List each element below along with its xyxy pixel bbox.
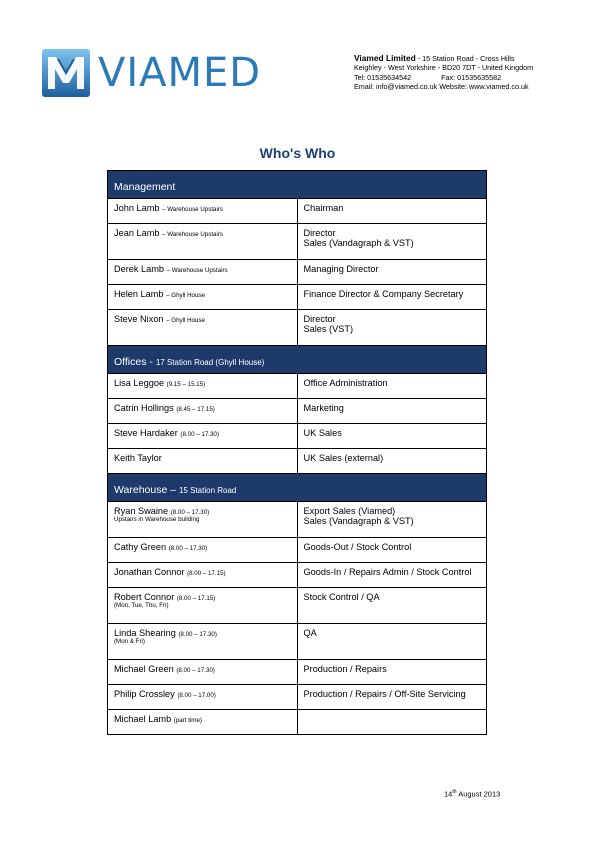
staff-hours: (8.00 – 17.15): [176, 595, 216, 602]
staff-role-cell: [297, 588, 487, 624]
staff-role: Production / Repairs / Off-Site Servicing: [303, 689, 466, 699]
section-heading: [108, 346, 487, 374]
viamed-logo-mark-icon: [42, 49, 90, 97]
staff-hours: – Warehouse Upstairs: [162, 206, 224, 213]
staff-name: Michael Green: [114, 664, 174, 674]
staff-role-cell: [297, 502, 487, 538]
staff-role: Stock Control / QA: [303, 592, 380, 602]
staff-name: Ryan Swaine: [114, 506, 169, 516]
table-row: [108, 710, 487, 735]
staff-role: Director: [303, 314, 336, 324]
table-row: [108, 310, 487, 346]
table-row: [108, 285, 487, 310]
table-row: [108, 224, 487, 260]
staff-role: Production / Repairs: [303, 664, 387, 674]
section-location: 17 Station Road (Ghyll House): [155, 357, 265, 367]
staff-role-cell: [297, 374, 487, 399]
section-header: [108, 171, 487, 199]
staff-role: Office Administration: [303, 378, 388, 388]
staff-role: Goods-In / Repairs Admin / Stock Control: [303, 567, 472, 577]
staff-hours: (8.00 – 17.30): [168, 545, 208, 552]
staff-name-cell: [108, 199, 298, 224]
staff-name-cell: [108, 588, 298, 624]
table-row: [108, 502, 487, 538]
staff-name-cell: [108, 710, 298, 735]
staff-hours: – Warehouse Upstairs: [162, 231, 224, 238]
document-date: 14th August 2013: [444, 789, 501, 799]
table-row: [108, 538, 487, 563]
staff-name: Robert Connor: [114, 592, 175, 602]
staff-hours: – Warehouse Upstairs: [166, 267, 228, 274]
staff-name-cell: [108, 624, 298, 660]
staff-hours: (9.15 – 15.15): [166, 381, 206, 388]
staff-hours: (8.00 – 17.15): [187, 570, 226, 577]
staff-name: Michael Lamb: [114, 714, 172, 724]
table-row: [108, 563, 487, 588]
staff-name: Jean Lamb: [114, 228, 160, 238]
staff-role-cell: [297, 199, 487, 224]
staff-role-cell: [297, 660, 487, 685]
staff-role-cell: [297, 399, 487, 424]
staff-role: UK Sales: [303, 428, 342, 438]
staff-hours: (8.00 – 17.30): [178, 631, 217, 638]
table-row: [108, 199, 487, 224]
staff-name-cell: [108, 424, 298, 449]
staff-name-cell: [108, 224, 298, 260]
staff-name-cell: [108, 685, 298, 710]
staff-role-cell: [297, 449, 487, 474]
fax: Fax: 01535635582: [441, 72, 502, 82]
table-row: [108, 685, 487, 710]
staff-role-cell: [297, 710, 487, 735]
staff-hours: (part time): [173, 717, 202, 724]
staff-name: Steve Hardaker: [114, 428, 178, 438]
staff-role: Export Sales (Viamed): [303, 506, 396, 516]
table-row: [108, 260, 487, 285]
staff-name-cell: [108, 374, 298, 399]
staff-note: (Mon, Tue, Thu, Fri): [114, 602, 169, 609]
staff-table: [107, 170, 487, 735]
staff-role: UK Sales (external): [303, 453, 384, 463]
staff-name-cell: [108, 660, 298, 685]
staff-hours: (8.00 – 17.30): [170, 509, 210, 516]
viamed-logo: [42, 49, 282, 97]
section-heading: [108, 474, 487, 502]
staff-role-cell: [297, 285, 487, 310]
address-line-2: Keighley - West Yorkshire - BD20 7DT - United Kingdom: [354, 63, 534, 73]
table-row: [108, 449, 487, 474]
staff-name: Derek Lamb: [114, 264, 165, 274]
staff-role: Director: [303, 228, 336, 238]
staff-name-cell: [108, 563, 298, 588]
staff-role: Marketing: [303, 403, 344, 413]
telephone: Tel: 01535634542: [354, 72, 412, 82]
staff-role: Managing Director: [303, 264, 379, 274]
staff-role-cell: [297, 685, 487, 710]
contact-block: [354, 54, 564, 92]
staff-name: Steve Nixon: [114, 314, 164, 324]
section-heading: [108, 171, 487, 199]
section-location: 15 Station Road: [178, 485, 237, 495]
staff-role-cell: [297, 624, 487, 660]
staff-role-cell: [297, 224, 487, 260]
staff-hours: – Ghyll House: [166, 292, 205, 299]
staff-name: Linda Shearing: [114, 628, 176, 638]
staff-role: Sales (VST): [303, 324, 354, 334]
section-header: [108, 346, 487, 374]
staff-name-cell: [108, 449, 298, 474]
section-title: Management: [114, 180, 176, 193]
staff-name: Helen Lamb: [114, 289, 164, 299]
staff-hours: (8.00 – 17.30): [176, 667, 215, 674]
staff-role-cell: [297, 424, 487, 449]
staff-name-cell: [108, 399, 298, 424]
staff-role: Sales (Vandagraph & VST): [303, 238, 414, 248]
table-row: [108, 424, 487, 449]
email-website: Email: info@viamed.co.uk Website: www.viamed.co.uk: [354, 82, 529, 92]
section-title: Offices -: [114, 355, 153, 368]
staff-name-cell: [108, 538, 298, 563]
staff-name-cell: [108, 502, 298, 538]
staff-name: Catrin Hollings: [114, 403, 174, 413]
staff-hours: – Ghyll House: [166, 317, 205, 324]
staff-role-cell: [297, 538, 487, 563]
staff-role-cell: [297, 310, 487, 346]
staff-role-cell: [297, 563, 487, 588]
staff-name: Philip Crossley: [114, 689, 175, 699]
staff-role-cell: [297, 260, 487, 285]
staff-note: Upstairs in Warehouse building: [114, 516, 200, 523]
staff-hours: (8.45 – 17.15): [176, 406, 215, 413]
table-row: [108, 588, 487, 624]
staff-name-cell: [108, 285, 298, 310]
page-title: Who's Who: [259, 145, 336, 161]
address-line-1: - 15 Station Road - Cross Hills: [417, 54, 515, 63]
section-header: [108, 474, 487, 502]
section-title: Warehouse –: [114, 483, 177, 496]
staff-name-cell: [108, 310, 298, 346]
staff-name: Cathy Green: [114, 542, 167, 552]
table-row: [108, 624, 487, 660]
staff-name: John Lamb: [114, 203, 160, 213]
company-name: Viamed Limited: [354, 53, 416, 63]
staff-name: Lisa Leggoe: [114, 378, 165, 388]
staff-hours: (8.00 – 17.00): [177, 692, 216, 699]
staff-name: Jonathan Connor: [114, 567, 185, 577]
staff-role: Goods-Out / Stock Control: [303, 542, 412, 552]
staff-name-cell: [108, 260, 298, 285]
staff-name: Keith Taylor: [114, 453, 162, 463]
staff-role: Finance Director & Company Secretary: [303, 289, 464, 299]
table-row: [108, 660, 487, 685]
table-row: [108, 399, 487, 424]
staff-note: (Mon & Fri): [114, 638, 145, 645]
staff-role: QA: [303, 628, 317, 638]
table-row: [108, 374, 487, 399]
staff-role: Chairman: [303, 203, 344, 213]
staff-hours: (8.00 – 17.30): [180, 431, 219, 438]
staff-role: Sales (Vandagraph & VST): [303, 516, 414, 526]
brand-name: VIAMED: [98, 50, 262, 96]
